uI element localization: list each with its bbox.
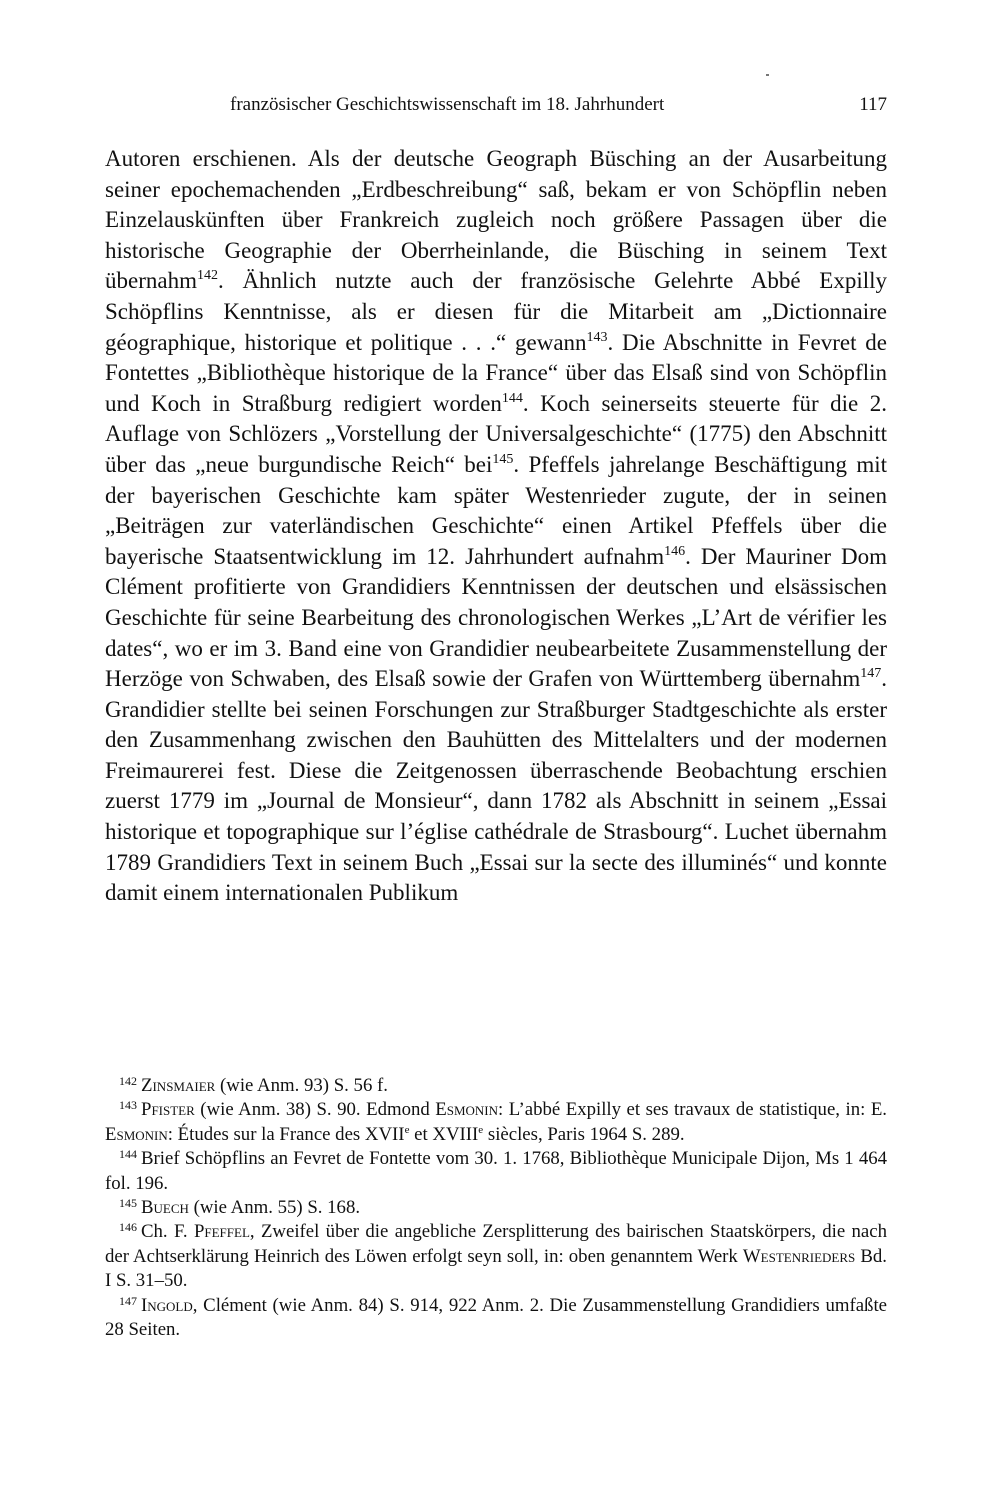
footnote-142: [105, 1074, 887, 1098]
footnote-text: siècles, Paris 1964 S. 289.: [483, 1123, 685, 1145]
footnote-ref-144[interactable]: 144: [501, 390, 523, 406]
footnote-text: , Zweifel über die angebliche Zersplitterung des bairischen Staatskörpers, die nach der Achtserklärung Heinrich des Löwen erfolgt seyn soll, in: oben genanntem Werk: [105, 1221, 887, 1267]
body-text-segment: . Die Abschnitte in Fevret de Fontettes „Bibliothèque historique de la France“ über das Elsaß sind von Schöpflin und Koch in Straßburg redigiert worden: [105, 329, 887, 416]
footnote-number: 146: [119, 1220, 137, 1235]
footnote-number: 145: [119, 1196, 137, 1211]
footnote-number: 142: [119, 1074, 137, 1088]
body-text-segment: . Ähnlich nutzte auch der französische Gelehrte Abbé Expilly Schöpflins Kenntnisse, als er diesen für die Mitarbeit am „Dictionnaire géographique, historique et politique . . .“ gewann: [105, 268, 887, 355]
footnote-text: et XVIII: [409, 1123, 479, 1145]
footnote-number: 147: [119, 1293, 137, 1308]
footnote-author: Pfeffel: [193, 1221, 250, 1243]
body-text-segment: . Der Mauriner Dom Clément profitierte von Grandidiers Kenntnissen der deutschen und elsässischen Geschichte für seine Bearbeitung des chronologischen Werkes „L’Art de vérifier les dates“, wo er im 3. Band eine von Grandidier neubearbeitete Zusammenstellung der Herzöge von Schwaben, des Elsaß sowie der Grafen von Württemberg übernahm: [105, 543, 887, 692]
footnote-text: (wie Anm. 55) S. 168.: [188, 1197, 361, 1219]
page-number: 117: [859, 94, 887, 115]
footnote-ref-146[interactable]: 146: [664, 543, 686, 559]
footnote-143: [105, 1098, 887, 1147]
footnote-number: 143: [119, 1098, 137, 1113]
body-text-segment: Autoren erschienen. Als der deutsche Geograph Büsching an der Ausarbeitung seiner epochemachenden „Erdbeschreibung“ saß, bekam er von Schöpflin neben Einzelauskünften über Frankreich zugleich noch größere Passagen über die historische Geographie der Oberrheinlande, die Büsching in seinem Text übernahm: [105, 146, 887, 294]
footnote-author: Westenrieders: [742, 1245, 856, 1267]
footnote-ref-143[interactable]: 143: [586, 329, 608, 345]
footnote-text: (wie Anm. 38) S. 90. Edmond: [194, 1099, 436, 1121]
footnote-author: Pfister: [141, 1099, 195, 1121]
footnote-144: [105, 1147, 887, 1196]
footnote-author: Buech: [141, 1197, 189, 1219]
century-superscript: e: [404, 1123, 410, 1136]
footnote-text: (wie Anm. 93) S. 56 f.: [215, 1075, 388, 1096]
footnote-text: , Clément (wie Anm. 84) S. 914, 922 Anm. 2. Die Zusammenstellung Grandidiers umfaßte 28 Seiten.: [105, 1294, 887, 1341]
scan-speck: [766, 74, 769, 76]
footnote-145: [105, 1196, 887, 1220]
footnote-ref-142[interactable]: 142: [196, 268, 218, 284]
footnote-text: Brief Schöpflins an Fevret de Fontette vom 30. 1. 1768, Bibliothèque Municipale Dijon, Ms 1 464 fol. 196.: [105, 1148, 887, 1194]
running-head: [105, 92, 887, 118]
footnote-147: [105, 1294, 887, 1343]
body-text-segment: . Pfeffels jahrelange Beschäftigung mit der bayerischen Geschichte kam später Westenrieder zugute, der in seinen „Beiträgen zur vaterländischen Geschichte“ einen Artikel Pfeffels über die bayerische Staatsentwicklung im 12. Jahrhundert aufnahm: [105, 451, 887, 569]
footnote-146: [105, 1220, 887, 1293]
footnote-ref-147[interactable]: 147: [860, 666, 882, 682]
footnote-text: Ch. F.: [141, 1221, 194, 1243]
body-text-segment: . Grandidier stellte bei seinen Forschungen zur Straßburger Stadtgeschichte als erster den Zusammenhang zwischen den Bauhütten des Mittelalters und der modernen Freimaurerei fest. Diese die Zeitgenossen überraschende Beobachtung erschien zuerst 1779 im „Journal de Monsieur“, dann 1782 als Abschnitt in seinem „Essai historique et topographique sur l’église cathédrale de Strasbourg“. Luchet übernahm 1789 Grandidiers Text in seinem Buch „Essai sur la secte des illuminés“ und konnte damit einem internationalen Publikum: [105, 666, 887, 906]
footnote-text: : L’abbé Expilly et ses travaux de statistique, in: E.: [498, 1099, 887, 1121]
footnote-author: Esmonin: [105, 1123, 168, 1145]
running-title: französischer Geschichtswissenschaft im 18. Jahrhundert: [230, 94, 665, 115]
body-paragraph: [105, 144, 887, 909]
century-superscript: e: [478, 1123, 484, 1136]
footnote-text: : Études sur la France des XVII: [167, 1123, 405, 1145]
footnote-text: Bd. I S. 31–50.: [105, 1245, 887, 1292]
footnote-author: Zinsmaier: [141, 1075, 216, 1096]
body-text-segment: . Koch seinerseits steuerte für die 2. Auflage von Schlözers „Vorstellung der Universalgeschichte“ (1775) den Abschnitt über das „neue burgundische Reich“ bei: [105, 390, 887, 477]
footnote-author: Esmonin: [435, 1099, 499, 1121]
footnote-ref-145[interactable]: 145: [492, 451, 514, 467]
footnotes: [105, 1074, 887, 1342]
footnote-author: Ingold: [141, 1294, 193, 1316]
footnote-number: 144: [119, 1147, 137, 1162]
